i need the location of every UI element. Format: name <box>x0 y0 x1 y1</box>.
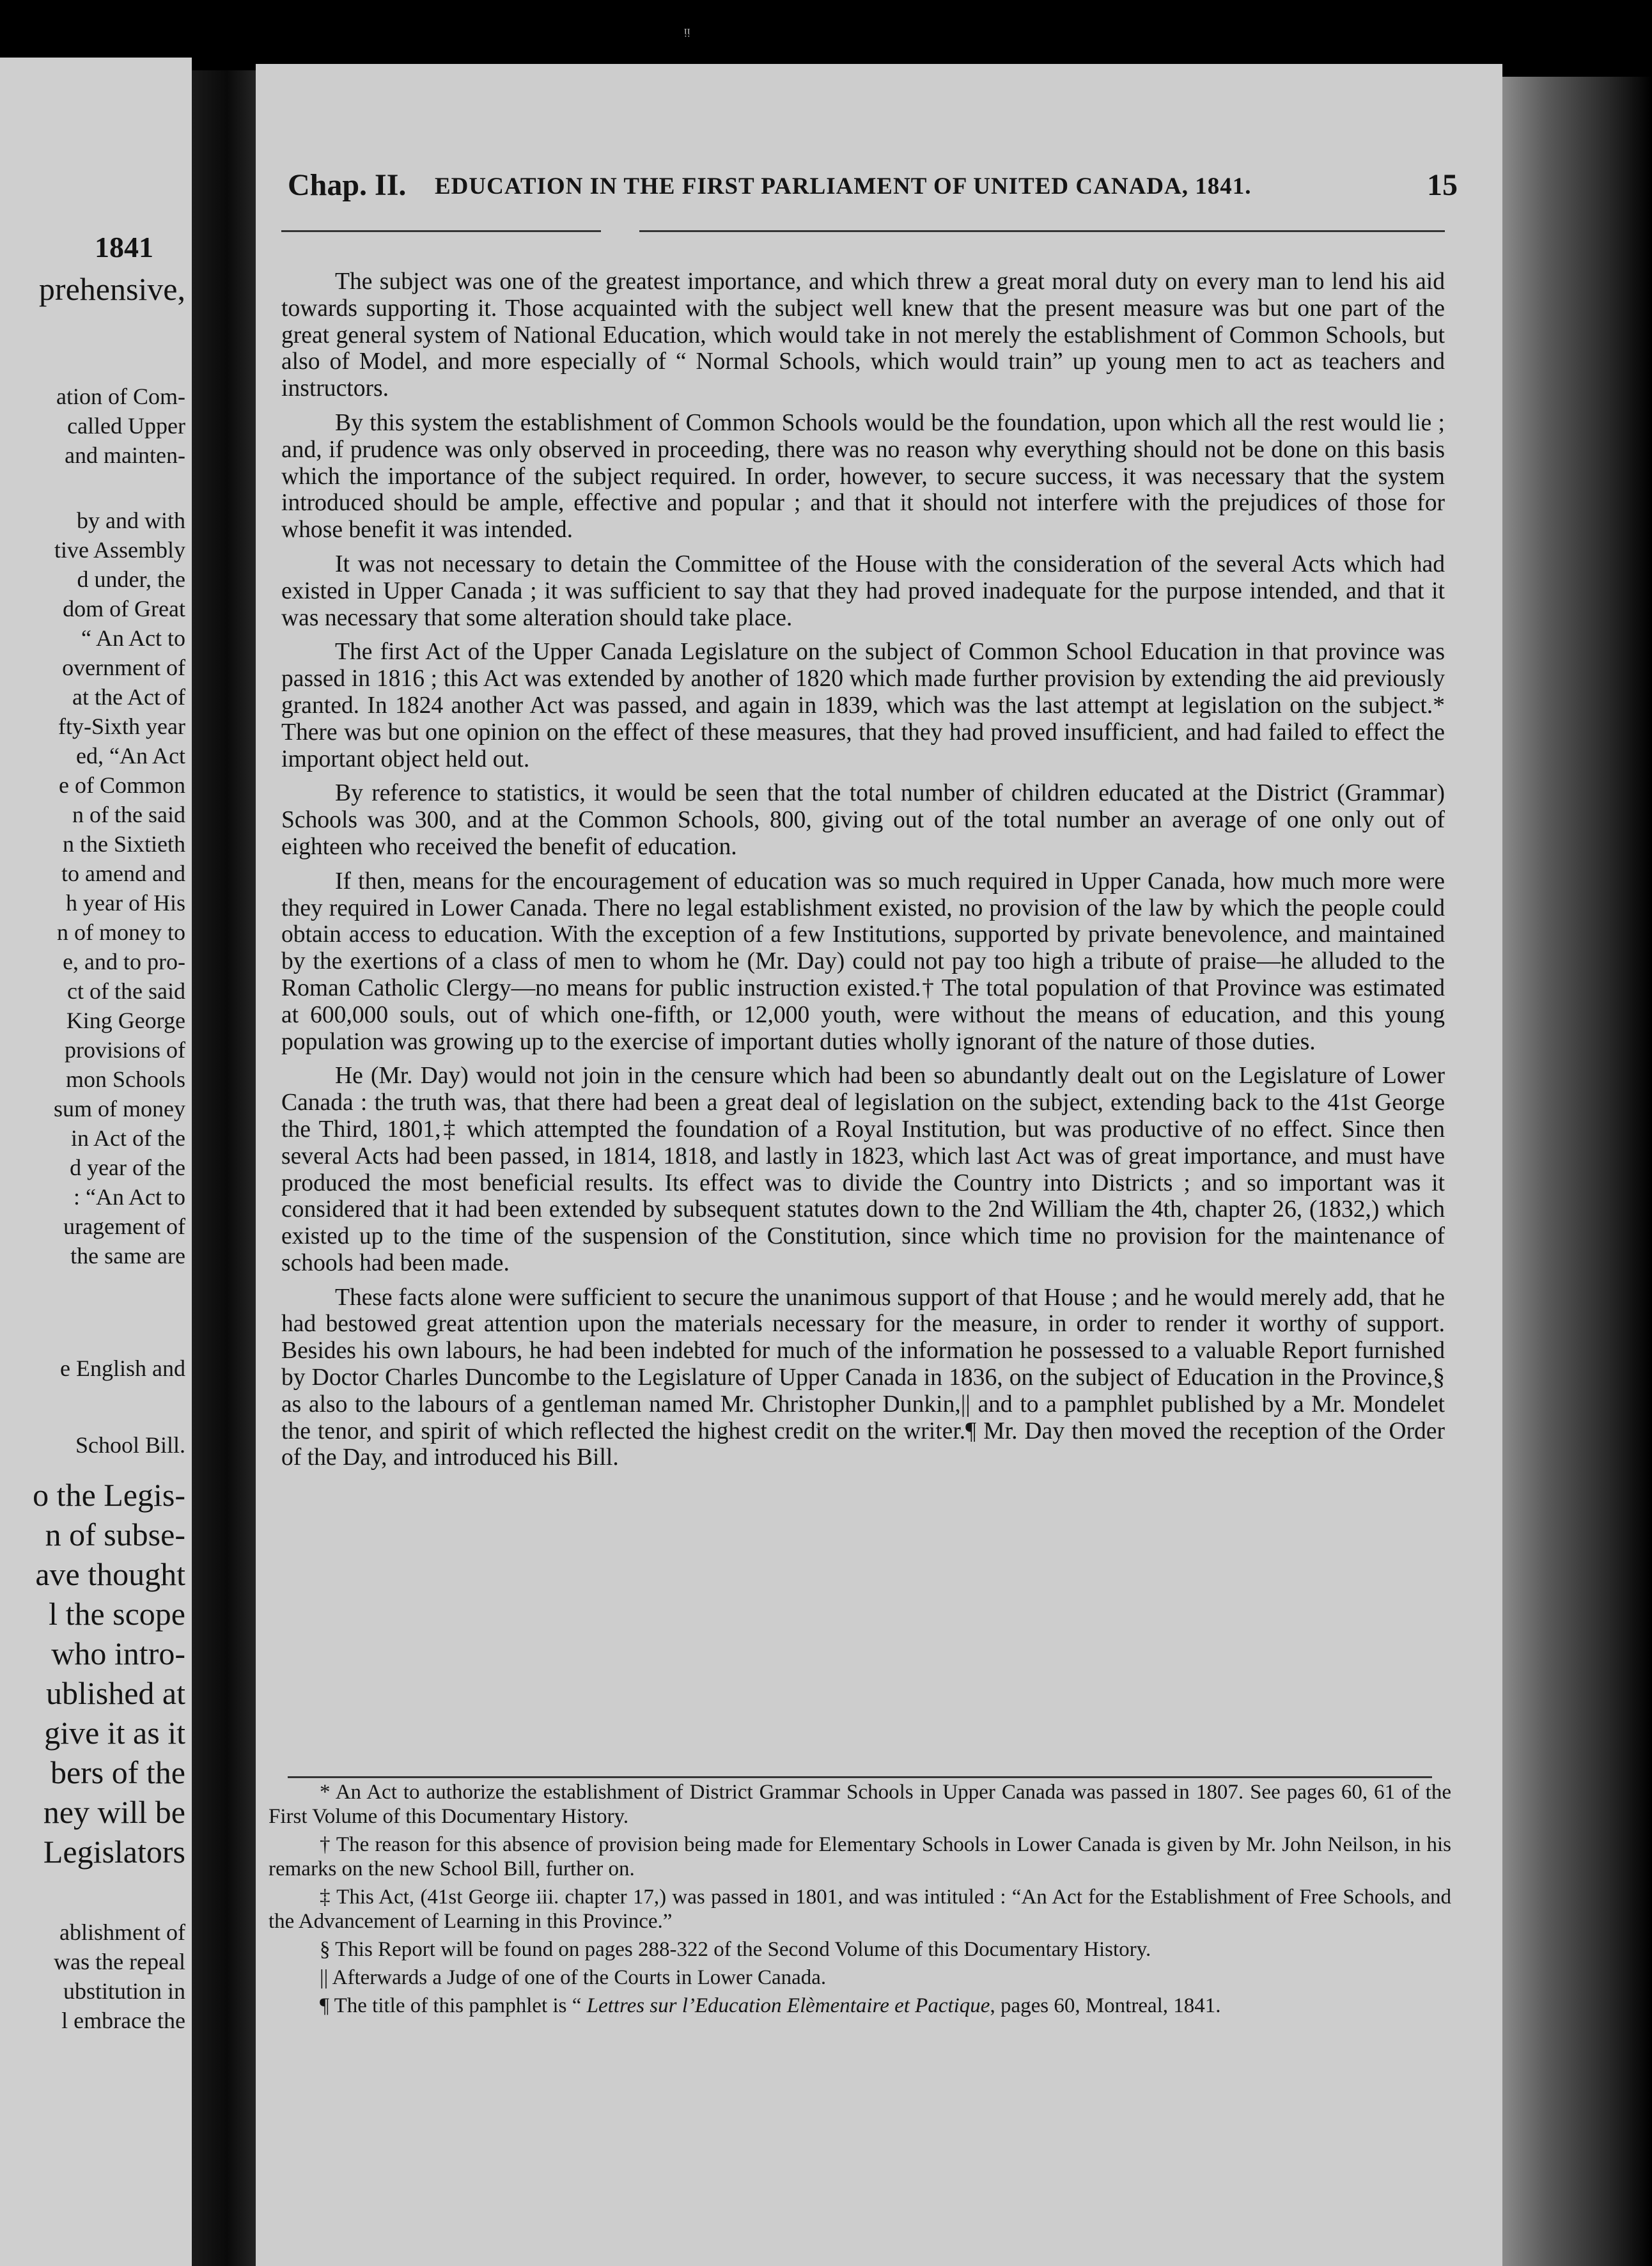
scan-marker: ᵎᵎ <box>684 23 690 44</box>
footnote-suffix: , pages 60, Montreal, 1841. <box>990 1994 1221 2017</box>
left-page-header: 1841 <box>95 231 153 263</box>
left-page-line: at the Act of <box>72 684 185 710</box>
paragraph: These facts alone were sufficient to secure the unanimous support of that House ; and he would merely add, that he had bestowed great attention upon the materials necessary for the measure, in order to render it worthy of support. Besides his own labours, he had been indebted for much of the information he possessed to a valuable Report furnished by Doctor Charles Duncombe to the Legislature of Upper Canada in 1836, on the subject of Education in the Province,§ as also to the labours of a gentleman named Mr. Christopher Dunkin,|| and to a pamphlet published by a Mr. Mondelet the tenor, and spirit of which reflected the highest credit on the writer.¶ Mr. Day then moved the reception of the Order of the Day, and introduced his Bill. <box>281 1284 1445 1471</box>
left-page-line: e, and to pro- <box>63 949 185 974</box>
head-rule-left <box>281 230 601 232</box>
paragraph: The first Act of the Upper Canada Legislature on the subject of Common School Education in that province was passed in 1816 ; this Act was extended by another of 1820 which made further provision by extending the aid previously granted. In 1824 another Act was passed, and again in 1839, which was the last attempt at legislation on the subject.* There was but one opinion on the effect of these measures, that they had proved insufficient, and had failed to effect the important object held out. <box>281 639 1445 772</box>
footnote-prefix: ¶ The title of this pamphlet is “ <box>320 1994 587 2017</box>
left-page-line: mon Schools <box>65 1067 185 1092</box>
paragraph: If then, means for the encouragement of education was so much required in Upper Canada, how much more were they required in Lower Canada. There no legal establishment existed, no provision of the law by which the people could obtain access to education. With the exception of a few Institutions, supported by private benevolence, and maintained by the exertions of a class of men to whom he (Mr. Day) could not pay too high a tribute of praise—he alluded to the Roman Catholic Clergy—no means for public instruction existed.† The total population of that Province was estimated at 600,000 souls, out of which one-fifth, or 12,000 youth, were without the means of education, and this young population was growing up to the exercise of important duties wholly ignorant of the nature of those duties. <box>281 868 1445 1055</box>
footnote: † The reason for this absence of provision being made for Elementary Schools in Lower Canada is given by Mr. John Neilson, in his remarks on the new School Bill, further on. <box>269 1833 1451 1880</box>
footnotes <box>269 1780 1451 2022</box>
paragraph: By reference to statistics, it would be seen that the total number of children educated at the District (Grammar) Schools was 300, and at the Common Schools, 800, giving out of the total number an average of one only out of eighteen who received the benefit of education. <box>281 780 1445 860</box>
footnote-rule <box>288 1776 1432 1778</box>
footnote: § This Report will be found on pages 288-322 of the Second Volume of this Documentary History. <box>320 1938 1151 1961</box>
left-page-line: h year of His <box>66 890 185 916</box>
footnote: || Afterwards a Judge of one of the Courts in Lower Canada. <box>320 1966 827 1989</box>
left-page-line: the same are <box>70 1243 185 1269</box>
paragraph: By this system the establishment of Common Schools would be the foundation, upon which all the rest would lie ; and, if prudence was only observed in proceeding, there was no reason why everything should not be done on this basis which the importance of the subject required. In order, however, to secure success, it was necessary that the system introduced should be ample, effective and popular ; and that it should not interfere with the prejudices of those for whose benefit it was intended. <box>281 409 1445 543</box>
left-page-line: l the scope <box>49 1596 185 1632</box>
left-page-line: bers of the <box>50 1754 185 1790</box>
paragraph: He (Mr. Day) would not join in the censure which had been so abundantly dealt out on the Legislature of Lower Canada : the truth was, that there had been a great deal of legislation on the subject, extending back to the 41st George the Third, 1801,‡ which attempted the foundation of a Royal Institution, but was productive of no effect. Since then several Acts had been passed, in 1814, 1818, and lastly in 1823, which last Act was of great importance, and must have produced the most beneficial results. Its effect was to divide the Country into Districts ; and so important was it considered that it had been extended by subsequent statutes down to the 2nd William the 4th, chapter 26, (1832,) which existed up to the time of the suspension of the Constitution, since which time no provision for the maintenance of schools had been made. <box>281 1063 1445 1276</box>
left-page-line: overnment of <box>62 655 185 680</box>
left-page-line: ubstitution in <box>63 1978 185 2004</box>
left-page-line: sum of money <box>54 1096 185 1121</box>
left-page-line: n of money to <box>57 919 185 945</box>
paragraph: It was not necessary to detain the Committee of the House with the consideration of the several Acts which had existed in Upper Canada ; it was sufficient to say that they had proved inadequate for the purpose intended, and that it was necessary that some alteration should take place. <box>281 551 1445 631</box>
left-page-line: tive Assembly <box>54 537 185 563</box>
left-page-line: ct of the said <box>67 978 185 1004</box>
left-page-line: ney will be <box>43 1794 185 1830</box>
left-page-line: by and with <box>77 508 185 533</box>
left-page-line: ublished at <box>45 1675 185 1711</box>
page-edge <box>1502 77 1652 2266</box>
left-page-line: e of Common <box>59 772 185 798</box>
left-page-line: d year of the <box>70 1155 185 1180</box>
running-title: EDUCATION IN THE FIRST PARLIAMENT OF UNITED CANADA, 1841. <box>435 173 1252 199</box>
left-page-line: fty-Sixth year <box>58 714 185 739</box>
left-page <box>0 58 192 2266</box>
left-page-line: Legislators <box>43 1834 185 1870</box>
left-page-line: to amend and <box>61 861 185 886</box>
footnote: * An Act to authorize the establishment of District Grammar Schools in Upper Canada was passed in 1807. See pages 60, 61 of the First Volume of this Documentary History. <box>269 1781 1451 1828</box>
left-page-line: n of subse- <box>45 1517 185 1552</box>
left-page-line: give it as it <box>44 1715 185 1751</box>
left-page-line: ation of Com- <box>56 384 185 409</box>
left-page-line: ave thought <box>35 1556 185 1592</box>
left-page-line: n of the said <box>72 802 185 827</box>
left-page-line: ablishment of <box>59 1919 185 1945</box>
left-page-line: called Upper <box>67 413 185 439</box>
left-page-line: o the Legis- <box>33 1477 185 1513</box>
running-head <box>288 168 1458 208</box>
left-page-line: and mainten- <box>65 442 185 468</box>
left-page-line: “ An Act to <box>81 625 185 651</box>
head-rule-right <box>639 230 1445 232</box>
left-page-line: in Act of the <box>71 1125 185 1151</box>
footnote: ‡ This Act, (41st George iii. chapter 17,) was passed in 1801, and was intituled : “An Act for the Establishment of Free Schools, and the Advancement of Learning in this Province.” <box>269 1886 1451 1933</box>
left-page-line: King George <box>66 1008 185 1033</box>
left-page-line: dom of Great <box>63 596 185 621</box>
left-page-line: e English and <box>60 1356 185 1381</box>
left-page-line: ed, “An Act <box>76 743 185 769</box>
page-number: 15 <box>1427 168 1458 202</box>
body-text <box>281 269 1445 1479</box>
left-page-line: l embrace the <box>61 2008 185 2033</box>
book-gutter <box>192 70 262 2266</box>
left-page-line: uragement of <box>63 1214 185 1239</box>
chapter-label: Chap. II. <box>288 168 407 202</box>
pamphlet-title: Lettres sur l’Education Elèmentaire et Pactique <box>586 1994 990 2017</box>
left-page-line: was the repeal <box>54 1949 185 1974</box>
left-page-line: who intro- <box>51 1636 185 1671</box>
left-page-line: n the Sixtieth <box>63 831 185 857</box>
left-page-line: prehensive, <box>38 271 185 307</box>
left-page-line: : “An Act to <box>74 1184 185 1210</box>
left-page-line: d under, the <box>77 566 185 592</box>
paragraph: The subject was one of the greatest importance, and which threw a great moral duty on every man to lend his aid towards supporting it. Those acquainted with the subject well knew that the present measure was but one part of the great general system of National Education, which would take in not merely the establishment of Common Schools, but also of Model, and more especially of “ Normal Schools, which would train” up young men to act as teachers and instructors. <box>281 269 1445 402</box>
footnote <box>269 1994 1451 2018</box>
left-page-line: provisions of <box>65 1037 185 1063</box>
left-page-line: School Bill. <box>75 1432 185 1458</box>
